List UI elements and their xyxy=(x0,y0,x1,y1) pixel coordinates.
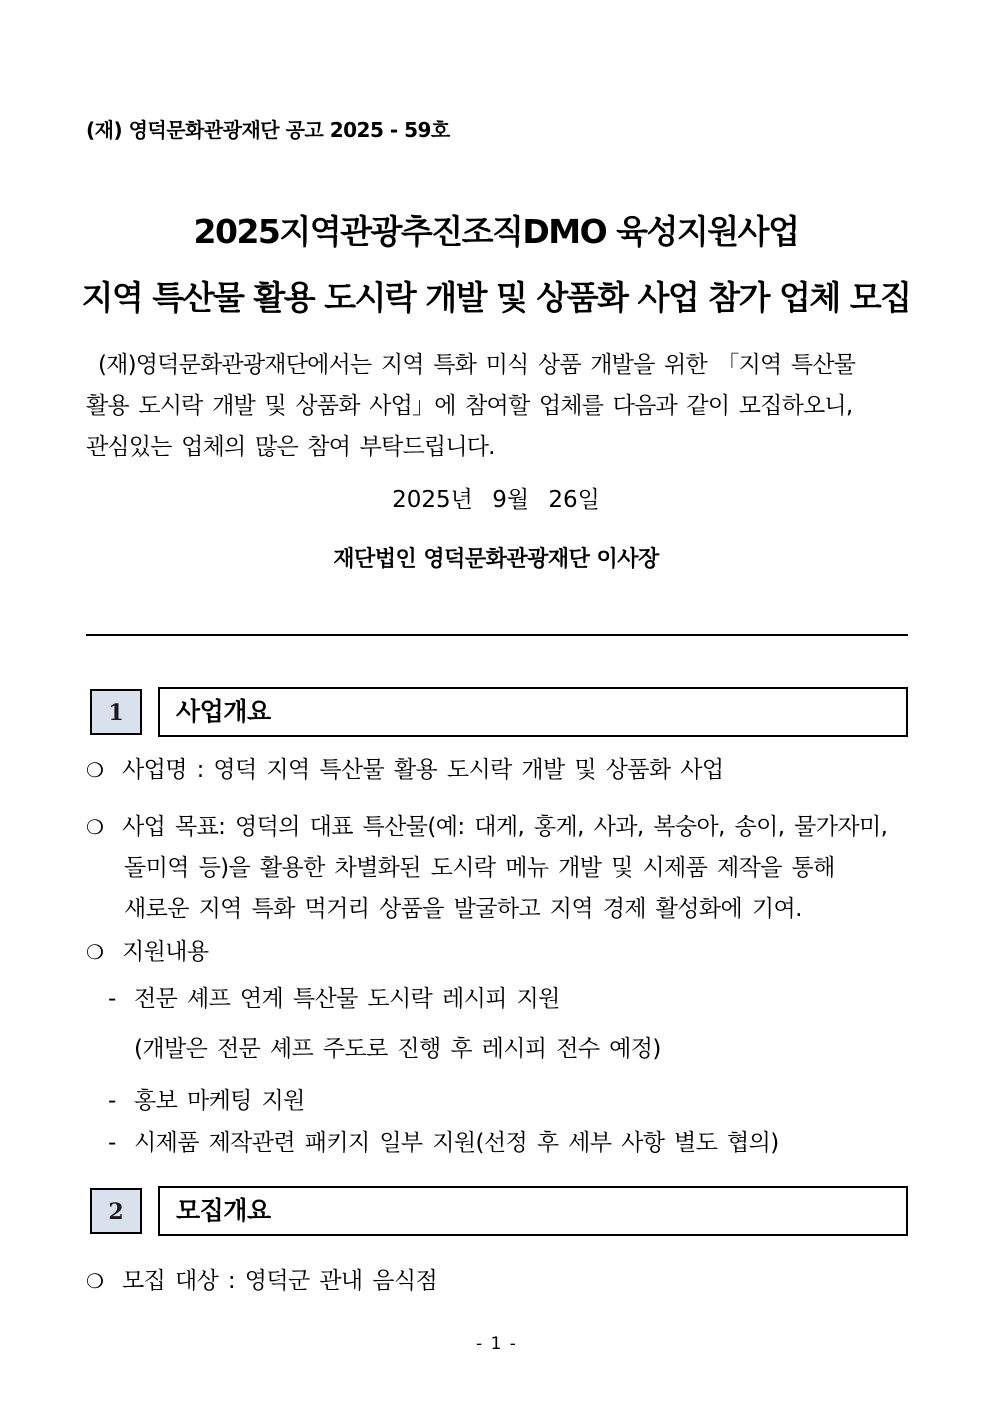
section-1-number: 1 xyxy=(90,689,142,735)
section-2-number: 2 xyxy=(90,1188,142,1234)
bullet-recruit-target xyxy=(86,1261,908,1302)
bullet-circle-icon: ❍ xyxy=(86,940,104,964)
intro-paragraph xyxy=(86,345,908,468)
business-goal-line-3: 새로운 지역 특화 먹거리 상품을 발굴하고 지역 경제 활성화에 기여. xyxy=(124,896,802,922)
dash-mark: - xyxy=(108,1130,116,1156)
business-name-text: 사업명 : 영덕 지역 특산물 활용 도시락 개발 및 상품화 사업 xyxy=(122,757,724,783)
section-2-title: 모집개요 xyxy=(158,1186,908,1236)
support-item-package xyxy=(108,1124,779,1157)
bullet-circle-icon: ❍ xyxy=(86,1269,104,1293)
notice-number: (재) 영덕문화관광재단 공고 2025 - 59호 xyxy=(86,118,450,142)
support-item-marketing-text: 홍보 마케팅 지원 xyxy=(134,1088,305,1114)
bullet-business-name xyxy=(86,750,908,791)
business-goal-line-1: 사업 목표: 영덕의 대표 특산물(예: 대게, 홍게, 사과, 복숭아, 송이, 물가자미, xyxy=(122,814,888,840)
business-goal-line-2: 돌미역 등)을 활용한 차별화된 도시락 메뉴 개발 및 시제품 제작을 통해 xyxy=(124,855,835,881)
intro-line-1: (재)영덕문화관광재단에서는 지역 특화 미식 상품 개발을 위한 「지역 특산물 xyxy=(98,352,856,378)
support-item-recipe-text: 전문 셰프 연계 특산물 도시락 레시피 지원 xyxy=(134,986,560,1012)
bullet-support xyxy=(86,932,908,973)
document-title-line-2: 지역 특산물 활용 도시락 개발 및 상품화 사업 참가 업체 모집 xyxy=(81,278,911,317)
support-item-package-text: 시제품 제작관련 패키지 일부 지원(선정 후 세부 사항 별도 협의) xyxy=(134,1130,779,1156)
dash-mark: - xyxy=(108,1088,116,1114)
support-item-recipe-note: (개발은 전문 셰프 주도로 진행 후 레시피 전수 예정) xyxy=(134,1036,661,1062)
issuer: 재단법인 영덕문화관광재단 이사장 xyxy=(333,547,659,572)
bullet-business-goal xyxy=(86,807,908,930)
bullet-circle-icon: ❍ xyxy=(86,815,104,839)
dash-mark: - xyxy=(108,986,116,1012)
header-divider xyxy=(86,634,908,636)
document-title-line-1: 2025지역관광추진조직DMO 육성지원사업 xyxy=(193,212,799,251)
page-number: - 1 - xyxy=(476,1334,516,1354)
intro-line-2: 활용 도시락 개발 및 상품화 사업」에 참여할 업체를 다음과 같이 모집하오니, xyxy=(86,393,853,419)
notice-date: 2025년 9월 26일 xyxy=(392,487,600,513)
support-item-recipe xyxy=(108,980,560,1013)
support-item-marketing xyxy=(108,1082,305,1115)
support-label: 지원내용 xyxy=(122,939,209,965)
recruit-target-text: 모집 대상 : 영덕군 관내 음식점 xyxy=(122,1268,438,1294)
bullet-circle-icon: ❍ xyxy=(86,758,104,782)
section-1-title: 사업개요 xyxy=(158,687,908,737)
intro-line-3: 관심있는 업체의 많은 참여 부탁드립니다. xyxy=(86,434,495,460)
